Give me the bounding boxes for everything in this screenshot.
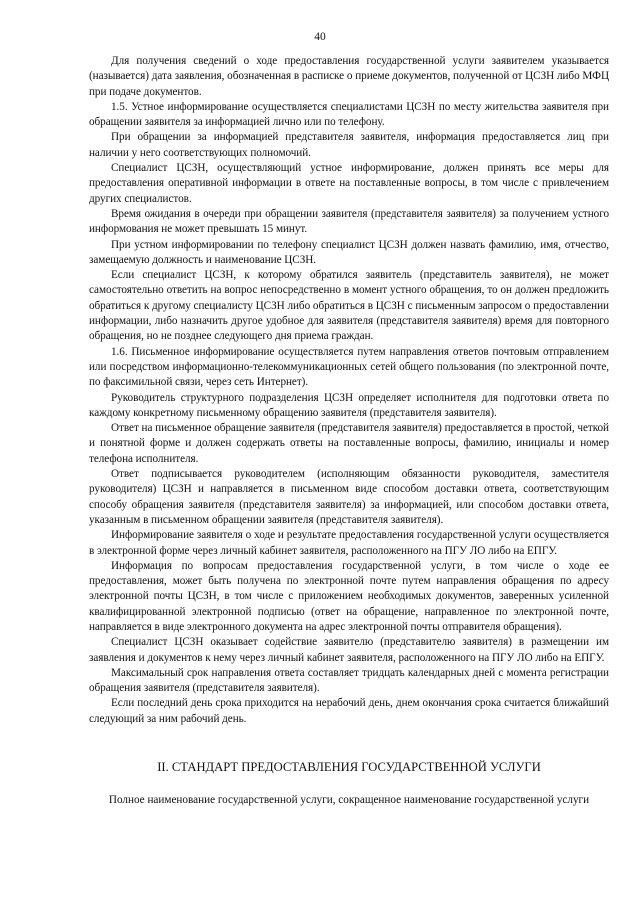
paragraph-email-info: Информация по вопросам предоставления государственной услуги, в том числе о ходе ее предоставления, может быть получена по электронной почте путем направления обращения по адресу электронной почты ЦСЗН, в том числе с приложением необходимых документов, заверенных усиленной квалифицированной электронной подписью (ответ на обращение, направленное по электронной почте, направляется в виде электронного документа на адрес электронной почты отправителя обращения).	[89, 559, 609, 633]
page-body	[89, 54, 609, 808]
paragraph-max-term: Максимальный срок направления ответа составляет тридцать календарных дней с момента регистрации обращения заявителя (представителя заявителя).	[89, 666, 609, 695]
paragraph-oral-info: 1.5. Устное информирование осуществляется специалистами ЦСЗН по месту жительства заявителя при обращении заявителя за информацией лично или по телефону.	[89, 100, 609, 129]
paragraph-answer-signing: Ответ подписывается руководителем (исполняющим обязанности руководителя, заместителя руководителя) ЦСЗН и направляется в письменном виде способом доставки ответа, соответствующим способу обращения заявителя (представителя заявителя) за информацией, или способом доставки ответа, указанным в письменном обращении заявителя (представителя заявителя).	[89, 468, 609, 526]
page-number: 40	[314, 31, 326, 43]
section-heading: II. СТАНДАРТ ПРЕДОСТАВЛЕНИЯ ГОСУДАРСТВЕННОЙ УСЛУГИ	[157, 760, 541, 775]
paragraph-representative-info: При обращении за информацией представителя заявителя, информация предоставляется лиц при наличии у него соответствующих полномочий.	[89, 131, 609, 159]
paragraph-redirect: Если специалист ЦСЗН, к которому обратился заявитель (представитель заявителя), не может самостоятельно ответить на вопрос непосредственно в момент устного обращения, то он должен предложить обратиться к другому специалисту ЦСЗН либо обратиться в ЦСЗН с письменным запросом о предоставлении информации, либо назначить другое удобное для заявителя (представителя заявителя) время для повторного обращения, но не позднее следующего дня приема граждан.	[89, 269, 609, 343]
paragraph-holiday-rule: Если последний день срока приходится на нерабочий день, днем окончания срока считается ближайший следующий за ним рабочий день.	[89, 697, 609, 725]
paragraph-answer-form: Ответ на письменное обращение заявителя (представителя заявителя) предоставляется в простой, четкой и понятной форме и должен содержать ответы на поставленные вопросы, фамилию, инициалы и номер телефона исполнителя.	[89, 422, 609, 465]
section-subheading: Полное наименование государственной услуги, сокращенное наименование государственной услуги	[108, 794, 590, 807]
paragraph-executor: Руководитель структурного подразделения ЦСЗН определяет исполнителя для подготовки ответа по каждому конкретному письменному обращению заявителя (представителя заявителя).	[89, 391, 609, 419]
paragraph-written-info: 1.6. Письменное информирование осуществляется путем направления ответов почтовым отправлением или посредством информационно-телекоммуникационных сетей общего пользования (по электронной почте, по факсимильной связи, через сеть Интернет).	[89, 345, 609, 389]
paragraph-electronic-info: Информирование заявителя о ходе и результате предоставления государственной услуги осуществляется в электронной форме через личный кабинет заявителя, расположенного на ПГУ ЛО либо на ЕПГУ.	[89, 529, 609, 557]
paragraph-waiting-time: Время ожидания в очереди при обращении заявителя (представителя заявителя) за получением устного информования не может превышать 15 минут.	[89, 207, 609, 236]
paragraph-status-request: Для получения сведений о ходе предоставления государственной услуги заявителем указывается (называется) дата заявления, обозначенная в расписке о приеме документов, полученной от ЦСЗН либо МФЦ при подаче документов.	[89, 55, 609, 98]
paragraph-phone-info: При устном информировании по телефону специалист ЦСЗН должен назвать фамилию, имя, отчество, замещаемую должность и наименование ЦСЗН.	[89, 238, 609, 266]
paragraph-assistance: Специалист ЦСЗН оказывает содействие заявителю (представителю заявителя) в размещении им заявления и документов к нему через личный кабинет заявителя, расположенного на ПГУ ЛО либо на ЕПГУ.	[89, 636, 609, 664]
paragraph-specialist-measures: Специалист ЦСЗН, осуществляющий устное информирование, должен принять все меры для предоставления оперативной информации в ответе на поставленные вопросы, в том числе с привлечением других специалистов.	[89, 162, 609, 205]
